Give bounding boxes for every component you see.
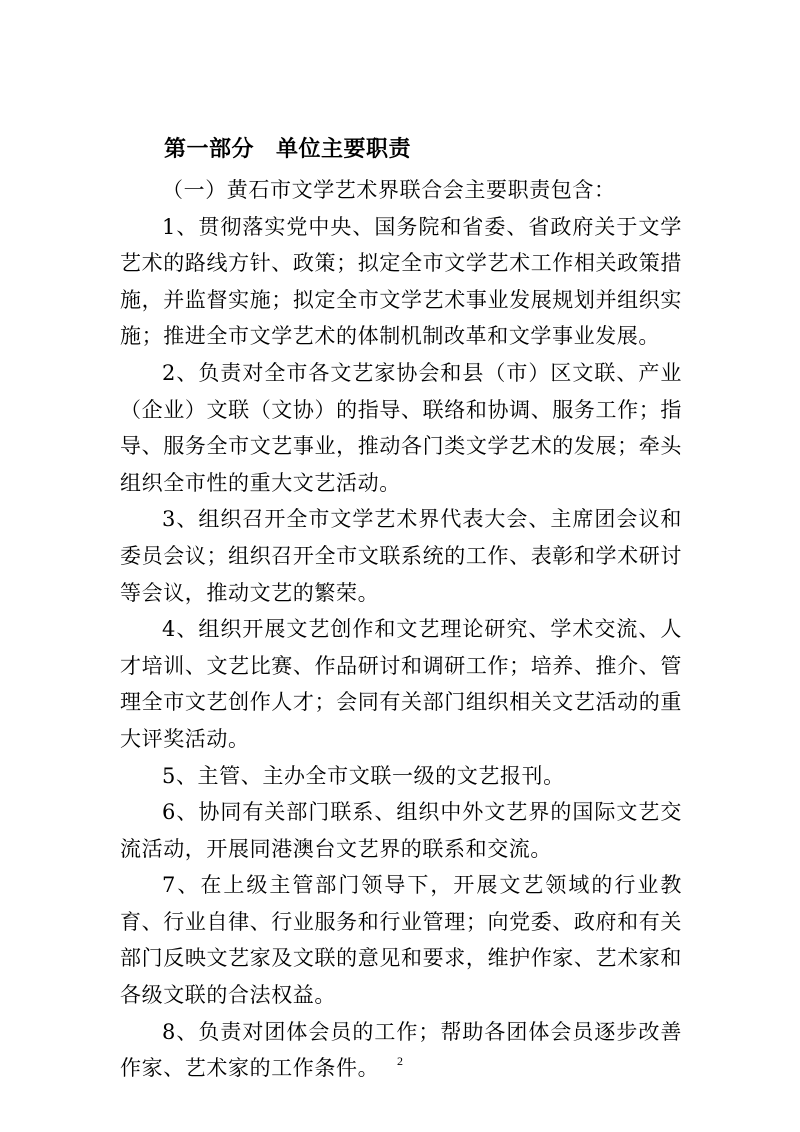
section-heading: [164, 128, 682, 172]
duty-item-2: 2、负责对全市各文艺家协会和县（市）区文联、产业（企业）文联（文协）的指导、联络和协调、服务工作；指导、服务全市文艺事业，推动各门类文学艺术的发展；牵头组织全市性的重大文艺活动。: [120, 360, 682, 495]
duty-item-3: 3、组织召开全市文学艺术界代表大会、主席团会议和委员会议；组织召开全市文联系统的工作、表彰和学术研讨等会议，推动文艺的繁荣。: [120, 507, 682, 605]
duty-item-1: 1、贯彻落实党中央、国务院和省委、省政府关于文学艺术的路线方针、政策；拟定全市文学艺术工作相关政策措施，并监督实施；拟定全市文学艺术事业发展规划并组织实施；推进全市文学艺术的体制机制改革和文学事业发展。: [120, 214, 682, 349]
document-body: [120, 128, 682, 1087]
heading-title: 单位主要职责: [276, 137, 412, 162]
duty-item-7: 7、在上级主管部门领导下，开展文艺领域的行业教育、行业自律、行业服务和行业管理；向党委、政府和有关部门反映文艺家及文联的意见和要求，维护作家、艺术家和各级文联的合法权益。: [120, 873, 682, 1008]
duty-item-4: 4、组织开展文艺创作和文艺理论研究、学术交流、人才培训、文艺比赛、作品研讨和调研工作；培养、推介、管理全市文艺创作人才；会同有关部门组织相关文艺活动的重大评奖活动。: [120, 617, 682, 751]
page-number: 2: [397, 1054, 403, 1068]
duty-item-6: 6、协同有关部门联系、组织中外文艺界的国际文艺交流活动，开展同港澳台文艺界的联系和交流。: [120, 800, 682, 861]
duty-item-8: 8、负责对团体会员的工作；帮助各团体会员逐步改善作家、艺术家的工作条件。: [120, 1019, 682, 1081]
intro-paragraph: （一）黄石市文学艺术界联合会主要职责包含：: [162, 178, 616, 202]
heading-part: 第一部分: [164, 137, 255, 162]
duty-item-5: 5、主管、主办全市文联一级的文艺报刊。: [162, 763, 565, 788]
